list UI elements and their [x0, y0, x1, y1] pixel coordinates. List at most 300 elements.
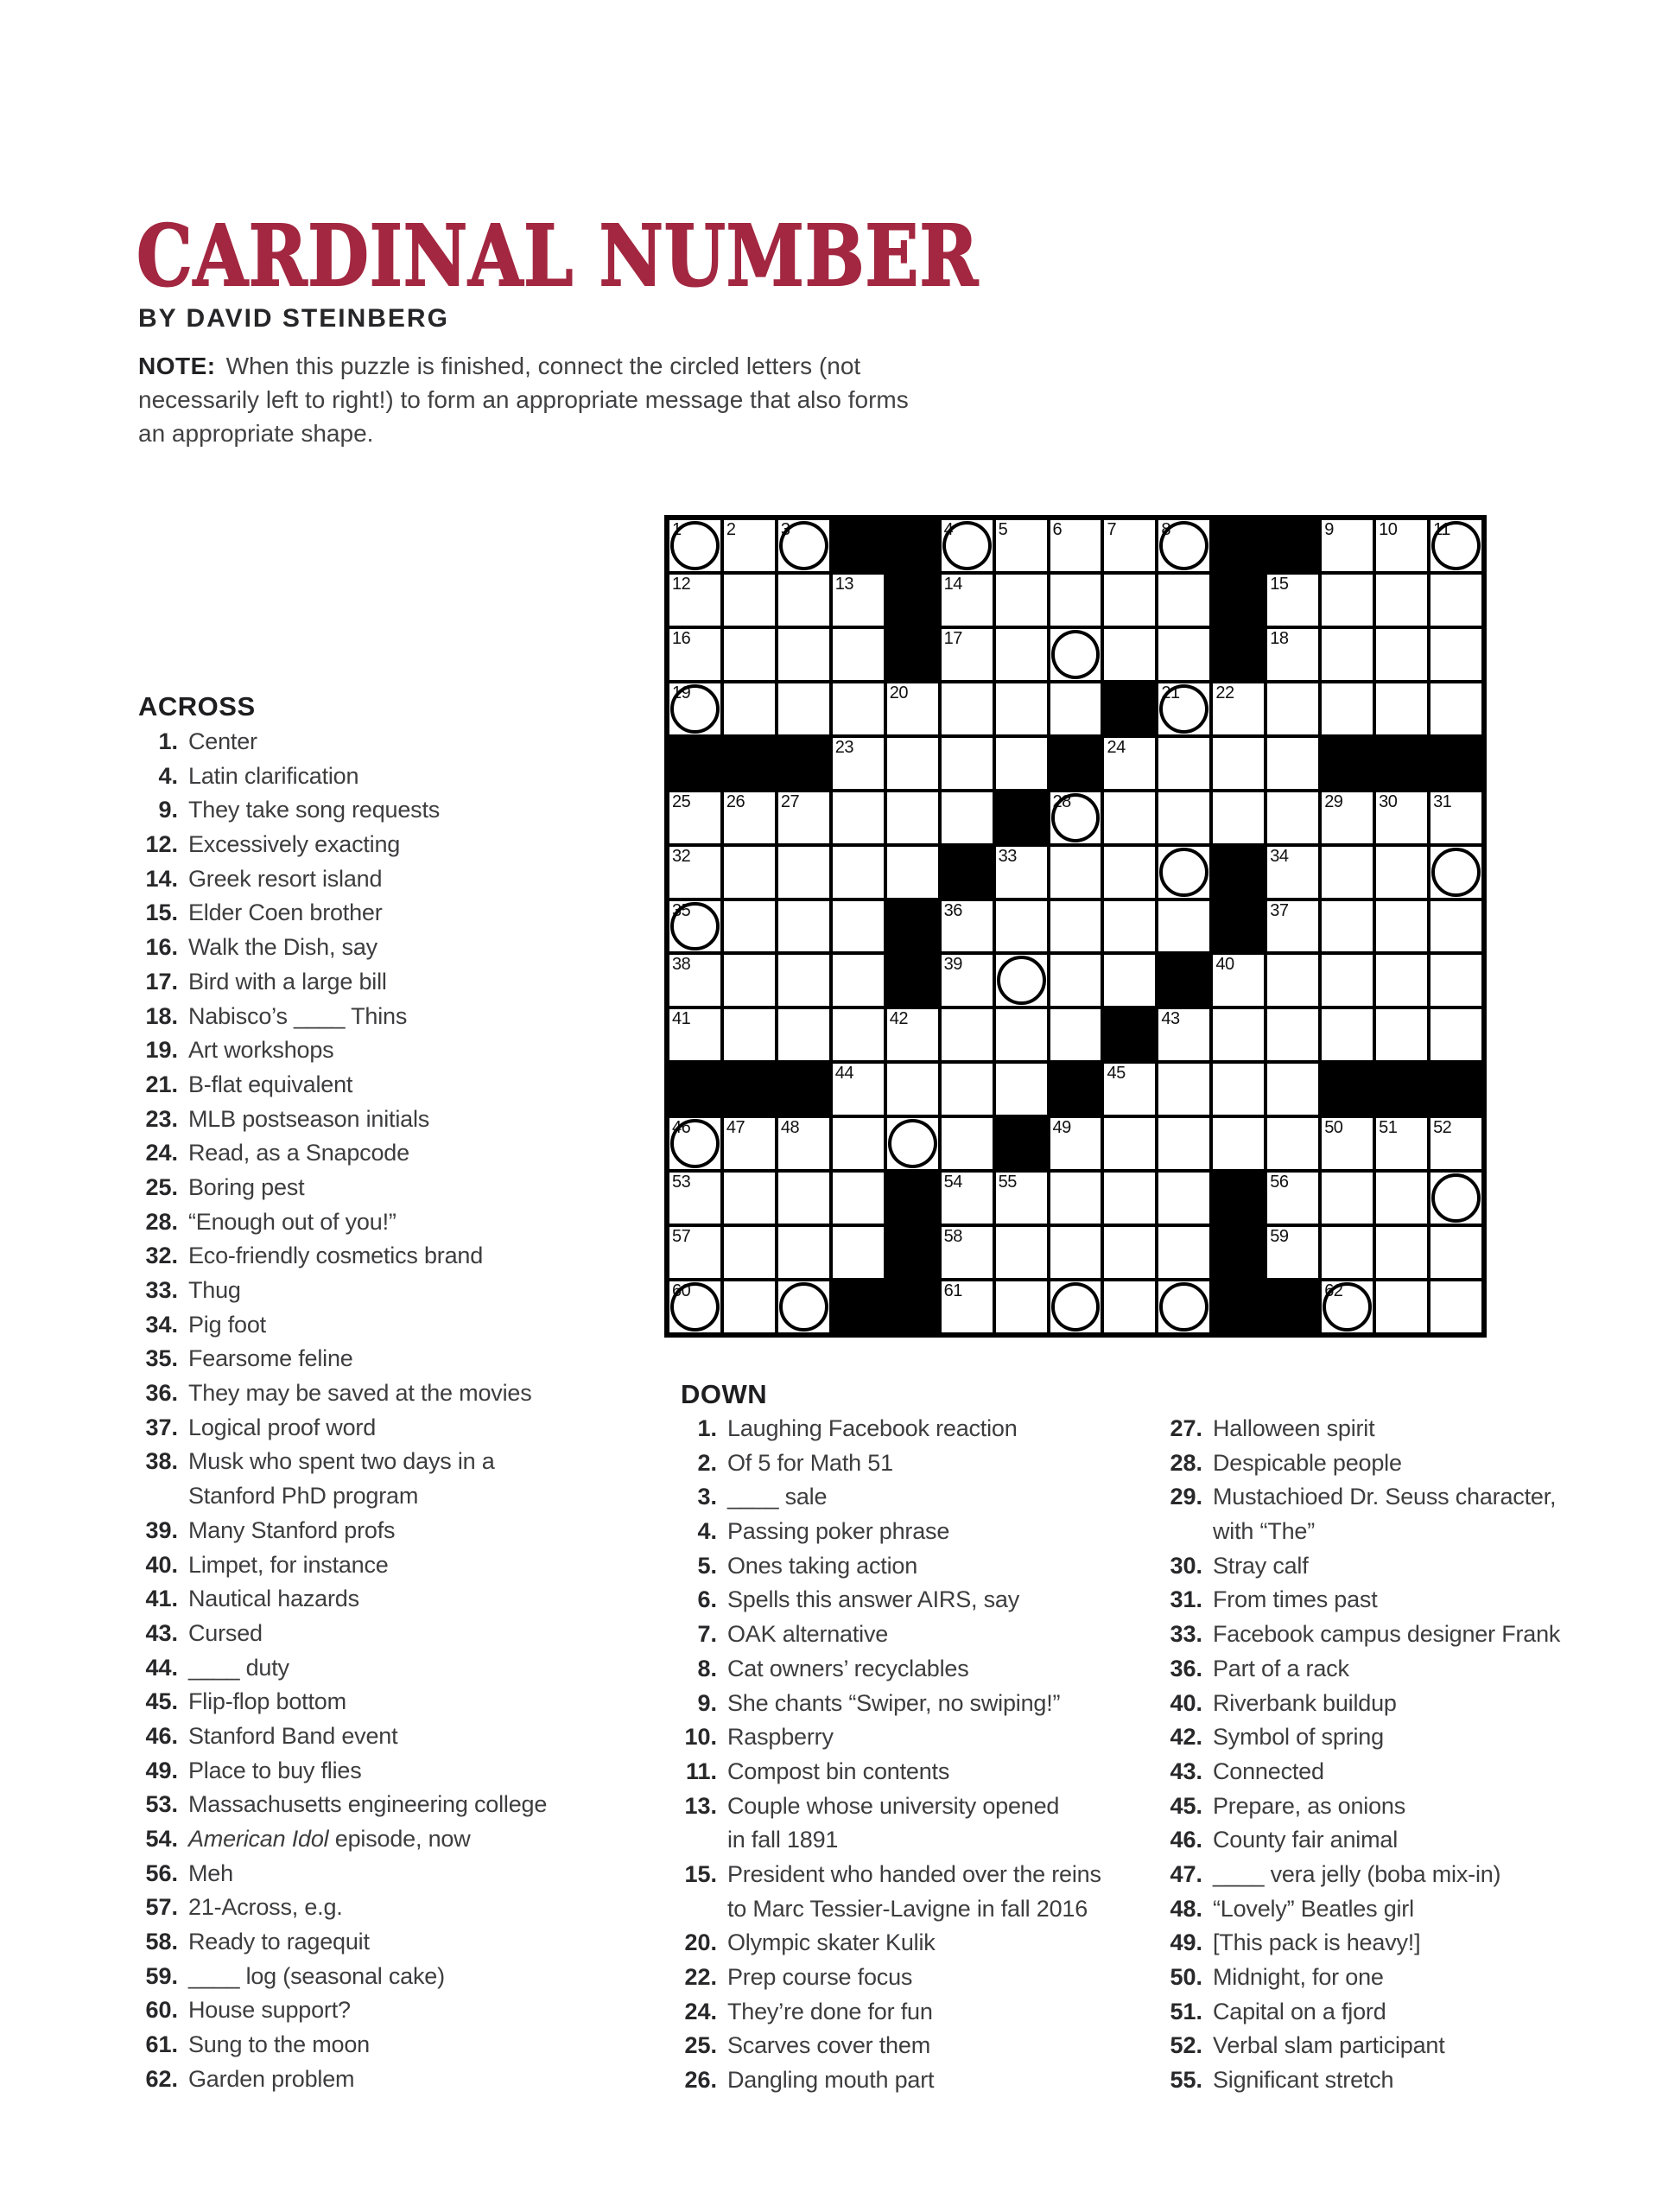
grid-cell[interactable] [1266, 1116, 1320, 1171]
clue-number: 23. [145, 1105, 178, 1132]
grid-cell-black [1211, 899, 1266, 954]
clue-down-13 [679, 1793, 1101, 1827]
grid-cell[interactable] [1157, 845, 1211, 899]
clue-number: 35. [145, 1345, 178, 1372]
clue-number: 20. [684, 1929, 717, 1956]
clue-text: Stray calf [1213, 1552, 1309, 1579]
grid-cell[interactable] [722, 953, 777, 1007]
grid-cell[interactable] [668, 518, 722, 573]
clue-text: Elder Coen brother [188, 899, 383, 926]
cell-number: 28 [1052, 791, 1071, 811]
clue-text: From times past [1213, 1586, 1378, 1613]
grid-cell[interactable] [1102, 1062, 1157, 1116]
grid-cell-black [1211, 845, 1266, 899]
cell-number: 8 [1161, 520, 1171, 539]
clue-number: 53. [145, 1791, 178, 1818]
grid-cell[interactable] [940, 899, 994, 954]
clue-down-52 [1164, 2032, 1560, 2067]
grid-cell[interactable] [1211, 791, 1266, 845]
grid-cell[interactable] [940, 1062, 994, 1116]
circle-marker [1051, 1282, 1101, 1332]
clue-number: 40. [145, 1551, 178, 1578]
cell-number: 25 [672, 791, 691, 811]
clue-number: 17. [145, 968, 178, 995]
clue-number: 11. [685, 1758, 717, 1784]
clue-text: Nautical hazards [188, 1586, 359, 1612]
grid-cell[interactable] [1102, 1280, 1157, 1334]
grid-cell[interactable] [831, 682, 885, 736]
grid-cell[interactable] [722, 791, 777, 845]
grid-cell[interactable] [722, 845, 777, 899]
grid-cell[interactable] [668, 1225, 722, 1280]
grid-cell[interactable] [1049, 518, 1103, 573]
grid-cell-black [994, 1116, 1049, 1171]
clue-across-49 [136, 1758, 547, 1792]
grid-cell[interactable] [1374, 518, 1429, 573]
grid-cell[interactable] [994, 573, 1049, 627]
cell-number: 40 [1215, 955, 1234, 975]
clue-down-11 [679, 1758, 1101, 1793]
clue-text: President who handed over the reins [727, 1860, 1101, 1887]
grid-cell[interactable] [668, 845, 722, 899]
cell-number: 47 [726, 1118, 745, 1138]
cell-number: 49 [1052, 1118, 1071, 1138]
grid-cell[interactable] [1320, 1280, 1374, 1334]
grid-cell[interactable] [994, 1280, 1049, 1334]
grid-cell[interactable] [1049, 1007, 1103, 1062]
grid-cell[interactable] [1266, 953, 1320, 1007]
grid-cell[interactable] [1157, 627, 1211, 682]
grid-cell[interactable] [1320, 845, 1374, 899]
grid-cell[interactable] [722, 899, 777, 954]
grid-cell[interactable] [1320, 953, 1374, 1007]
grid-cell[interactable] [1102, 899, 1157, 954]
grid-cell[interactable] [777, 845, 831, 899]
grid-cell[interactable] [1266, 1171, 1320, 1225]
grid-cell[interactable] [1429, 899, 1483, 954]
cell-number: 38 [672, 955, 691, 975]
grid-cell[interactable] [777, 1280, 831, 1334]
grid-cell[interactable] [722, 573, 777, 627]
grid-cell[interactable] [1157, 1280, 1211, 1334]
grid-cell[interactable] [994, 1171, 1049, 1225]
grid-cell[interactable] [885, 1007, 940, 1062]
clue-number: 24. [684, 1998, 717, 2024]
grid-cell[interactable] [1266, 1225, 1320, 1280]
grid-cell[interactable] [940, 1007, 994, 1062]
clue-text: Thug [188, 1277, 241, 1303]
clue-across-54 [136, 1826, 547, 1860]
grid-cell[interactable] [1429, 573, 1483, 627]
grid-cell[interactable] [831, 1171, 885, 1225]
grid-cell[interactable] [1049, 1225, 1103, 1280]
grid-cell[interactable] [1374, 953, 1429, 1007]
clue-text: Mustachioed Dr. Seuss character, [1213, 1484, 1557, 1510]
grid-cell[interactable] [722, 682, 777, 736]
grid-cell[interactable] [1049, 573, 1103, 627]
grid-cell[interactable] [1374, 899, 1429, 954]
grid-cell[interactable] [831, 1007, 885, 1062]
grid-cell[interactable] [1266, 736, 1320, 791]
grid-cell[interactable] [1102, 736, 1157, 791]
grid-cell[interactable] [1157, 1225, 1211, 1280]
clue-across-53 [136, 1791, 547, 1826]
grid-cell[interactable] [1429, 1171, 1483, 1225]
clue-text: Meh [188, 1859, 233, 1886]
clue-number: 49. [145, 1757, 178, 1783]
grid-cell[interactable] [1429, 1280, 1483, 1334]
clue-number: 9. [697, 1689, 717, 1716]
grid-cell[interactable] [668, 1007, 722, 1062]
grid-cell[interactable] [777, 953, 831, 1007]
grid-cell[interactable] [1049, 953, 1103, 1007]
grid-cell[interactable] [1049, 899, 1103, 954]
grid-cell[interactable] [940, 791, 994, 845]
grid-cell[interactable] [940, 627, 994, 682]
clue-across-45 [136, 1688, 547, 1723]
clue-text: Flip-flop bottom [188, 1688, 346, 1715]
clue-across-36 [136, 1380, 547, 1414]
grid-cell[interactable] [1374, 1007, 1429, 1062]
grid-cell[interactable] [940, 1116, 994, 1171]
grid-cell[interactable] [1266, 1062, 1320, 1116]
grid-cell[interactable] [1429, 518, 1483, 573]
grid-cell[interactable] [831, 791, 885, 845]
grid-cell[interactable] [777, 518, 831, 573]
grid-cell[interactable] [1429, 1007, 1483, 1062]
grid-cell[interactable] [1102, 845, 1157, 899]
grid-cell[interactable] [885, 736, 940, 791]
grid-cell[interactable] [1320, 573, 1374, 627]
circle-marker [1159, 1282, 1208, 1332]
cell-number: 51 [1379, 1118, 1398, 1138]
grid-cell[interactable] [1102, 1171, 1157, 1225]
grid-cell[interactable] [885, 1116, 940, 1171]
clue-across-39 [136, 1517, 547, 1552]
cell-number: 35 [672, 900, 691, 920]
grid-cell[interactable] [831, 953, 885, 1007]
grid-cell[interactable] [1266, 682, 1320, 736]
grid-cell[interactable] [994, 736, 1049, 791]
grid-cell[interactable] [1266, 1007, 1320, 1062]
cell-number: 26 [726, 791, 745, 811]
clue-down-31 [1164, 1586, 1560, 1621]
clue-text: Read, as a Snapcode [188, 1140, 409, 1166]
grid-cell[interactable] [1102, 1225, 1157, 1280]
grid-cell[interactable] [777, 1171, 831, 1225]
cell-number: 48 [780, 1118, 800, 1138]
grid-cell[interactable] [1374, 682, 1429, 736]
grid-cell[interactable] [1429, 682, 1483, 736]
clue-text: County fair animal [1213, 1827, 1398, 1853]
grid-cell[interactable] [1049, 845, 1103, 899]
grid-cell[interactable] [1157, 736, 1211, 791]
grid-cell[interactable] [831, 1225, 885, 1280]
grid-cell[interactable] [668, 682, 722, 736]
clue-down-29-cont [1164, 1518, 1560, 1553]
grid-cell[interactable] [940, 953, 994, 1007]
grid-cell[interactable] [1211, 736, 1266, 791]
cell-number: 12 [672, 574, 691, 594]
grid-cell[interactable] [1320, 627, 1374, 682]
grid-cell[interactable] [777, 899, 831, 954]
grid-cell[interactable] [1102, 1116, 1157, 1171]
clue-down-8 [679, 1656, 1101, 1690]
grid-cell[interactable] [1320, 899, 1374, 954]
grid-cell[interactable] [1320, 791, 1374, 845]
grid-cell-black [1266, 1280, 1320, 1334]
clue-text: Verbal slam participant [1213, 2032, 1445, 2059]
grid-cell[interactable] [1266, 791, 1320, 845]
grid-cell[interactable] [831, 1116, 885, 1171]
grid-cell[interactable] [1266, 845, 1320, 899]
grid-cell-black [885, 573, 940, 627]
grid-cell[interactable] [940, 1225, 994, 1280]
clue-number: 26. [684, 2067, 717, 2094]
grid-cell[interactable] [1102, 953, 1157, 1007]
clue-number: 43. [1170, 1758, 1202, 1784]
grid-cell[interactable] [1320, 682, 1374, 736]
clue-text: ____ log (seasonal cake) [188, 1962, 445, 1989]
clue-number: 55. [1170, 2067, 1202, 2094]
grid-cell-black [1429, 736, 1483, 791]
clue-text: [This pack is heavy!] [1213, 1929, 1421, 1956]
clue-down-40 [1164, 1690, 1560, 1725]
clue-across-33 [136, 1277, 547, 1312]
cell-number: 62 [1324, 1281, 1343, 1301]
clue-down-46 [1164, 1827, 1560, 1861]
cell-number: 13 [834, 574, 854, 594]
clue-down-15 [679, 1861, 1101, 1896]
grid-cell[interactable] [722, 518, 777, 573]
grid-cell[interactable] [885, 845, 940, 899]
clue-number: 33. [145, 1277, 178, 1303]
grid-cell[interactable] [1374, 791, 1429, 845]
clue-text: Dangling mouth part [727, 2067, 935, 2094]
grid-cell[interactable] [722, 627, 777, 682]
grid-cell[interactable] [831, 1062, 885, 1116]
clue-text: Riverbank buildup [1213, 1689, 1397, 1716]
grid-cell[interactable] [668, 627, 722, 682]
grid-cell[interactable] [722, 1007, 777, 1062]
grid-cell[interactable] [668, 1171, 722, 1225]
grid-cell[interactable] [940, 736, 994, 791]
grid-cell[interactable] [885, 682, 940, 736]
grid-cell[interactable] [1266, 573, 1320, 627]
grid-cell[interactable] [1211, 1062, 1266, 1116]
clue-text: Excessively exacting [188, 831, 401, 858]
grid-cell[interactable] [1102, 518, 1157, 573]
grid-cell-black [1211, 1280, 1266, 1334]
grid-cell[interactable] [1049, 1171, 1103, 1225]
grid-cell[interactable] [831, 845, 885, 899]
grid-cell[interactable] [668, 1116, 722, 1171]
grid-cell[interactable] [1320, 1007, 1374, 1062]
clue-down-43 [1164, 1758, 1560, 1793]
grid-cell[interactable] [777, 682, 831, 736]
clue-down-33 [1164, 1621, 1560, 1656]
grid-cell[interactable] [1049, 682, 1103, 736]
grid-cell[interactable] [777, 1116, 831, 1171]
clue-number: 40. [1170, 1689, 1202, 1716]
cell-number: 52 [1433, 1118, 1452, 1138]
grid-cell[interactable] [885, 791, 940, 845]
grid-cell[interactable] [1102, 791, 1157, 845]
grid-cell[interactable] [1157, 1062, 1211, 1116]
grid-cell[interactable] [1102, 573, 1157, 627]
grid-cell[interactable] [1266, 627, 1320, 682]
clue-down-47 [1164, 1861, 1560, 1896]
circle-marker [670, 902, 720, 951]
grid-cell[interactable] [777, 573, 831, 627]
grid-cell[interactable] [831, 573, 885, 627]
clue-text: “Enough out of you!” [188, 1208, 396, 1235]
clue-number: 15. [684, 1860, 717, 1887]
grid-cell[interactable] [994, 845, 1049, 899]
grid-cell[interactable] [1266, 899, 1320, 954]
grid-cell[interactable] [1429, 1225, 1483, 1280]
grid-cell-black [885, 1225, 940, 1280]
grid-cell[interactable] [994, 899, 1049, 954]
grid-cell[interactable] [1049, 791, 1103, 845]
grid-cell[interactable] [994, 1062, 1049, 1116]
grid-cell[interactable] [1320, 518, 1374, 573]
clue-text: Sung to the moon [188, 2031, 370, 2058]
grid-cell[interactable] [1157, 791, 1211, 845]
grid-cell[interactable] [1429, 627, 1483, 682]
grid-cell[interactable] [1157, 573, 1211, 627]
grid-cell[interactable] [1049, 1116, 1103, 1171]
grid-cell[interactable] [994, 627, 1049, 682]
grid-cell[interactable] [1049, 1280, 1103, 1334]
clue-text: Nabisco’s ____ Thins [188, 1002, 408, 1029]
grid-cell[interactable] [1429, 1116, 1483, 1171]
grid-cell[interactable] [885, 1062, 940, 1116]
clue-text: Pig foot [188, 1311, 266, 1338]
grid-cell[interactable] [1320, 1171, 1374, 1225]
grid-cell[interactable] [668, 1280, 722, 1334]
grid-cell[interactable] [1211, 682, 1266, 736]
clue-number: 46. [1170, 1827, 1202, 1853]
clue-down-10 [679, 1724, 1101, 1758]
grid-cell-black [668, 736, 722, 791]
cell-number: 1 [672, 520, 682, 539]
grid-cell[interactable] [940, 682, 994, 736]
clue-across-14 [136, 866, 547, 900]
clue-text: Garden problem [188, 2065, 355, 2092]
grid-cell[interactable] [1429, 791, 1483, 845]
grid-cell[interactable] [994, 953, 1049, 1007]
clue-text: Musk who spent two days in a [188, 1448, 495, 1475]
grid-cell[interactable] [831, 899, 885, 954]
clue-text: Raspberry [727, 1724, 834, 1751]
clue-text: Compost bin contents [727, 1758, 950, 1784]
clue-number: 56. [145, 1859, 178, 1886]
grid-cell[interactable] [1374, 1116, 1429, 1171]
grid-cell-black [1102, 1007, 1157, 1062]
circle-marker [1159, 684, 1208, 734]
grid-cell[interactable] [1374, 627, 1429, 682]
grid-cell[interactable] [831, 627, 885, 682]
grid-cell[interactable] [940, 518, 994, 573]
cell-number: 55 [998, 1173, 1017, 1192]
grid-cell[interactable] [1374, 1225, 1429, 1280]
clue-text: Place to buy flies [188, 1757, 362, 1783]
grid-cell[interactable] [722, 1171, 777, 1225]
cell-number: 7 [1107, 520, 1117, 539]
grid-cell[interactable] [1374, 845, 1429, 899]
grid-cell[interactable] [668, 791, 722, 845]
grid-cell[interactable] [1157, 1171, 1211, 1225]
grid-cell[interactable] [1157, 899, 1211, 954]
grid-cell[interactable] [940, 1171, 994, 1225]
grid-cell[interactable] [994, 682, 1049, 736]
grid-cell[interactable] [994, 518, 1049, 573]
grid-cell[interactable] [994, 1007, 1049, 1062]
grid-cell[interactable] [668, 573, 722, 627]
grid-cell[interactable] [1320, 1116, 1374, 1171]
grid-cell[interactable] [1049, 627, 1103, 682]
circle-marker [779, 1282, 828, 1332]
cell-number: 20 [889, 683, 908, 702]
circle-marker [670, 684, 720, 734]
grid-cell[interactable] [1320, 1225, 1374, 1280]
grid-cell[interactable] [940, 1280, 994, 1334]
grid-cell[interactable] [668, 953, 722, 1007]
grid-cell-black [1320, 1062, 1374, 1116]
grid-cell[interactable] [1211, 1007, 1266, 1062]
clue-number: 12. [145, 831, 178, 858]
grid-cell[interactable] [1157, 518, 1211, 573]
clue-across-40 [136, 1552, 547, 1586]
grid-cell[interactable] [1102, 627, 1157, 682]
grid-cell[interactable] [722, 1280, 777, 1334]
grid-cell[interactable] [777, 791, 831, 845]
grid-cell[interactable] [1374, 1280, 1429, 1334]
grid-cell[interactable] [1211, 1116, 1266, 1171]
grid-cell[interactable] [1157, 1007, 1211, 1062]
clue-across-41 [136, 1586, 547, 1620]
clue-across-24 [136, 1140, 547, 1174]
grid-cell[interactable] [994, 1225, 1049, 1280]
clue-number: 7. [697, 1621, 717, 1648]
clue-across-46 [136, 1723, 547, 1758]
grid-cell[interactable] [1374, 1171, 1429, 1225]
clue-text: They take song requests [188, 797, 441, 823]
grid-cell[interactable] [1429, 953, 1483, 1007]
clue-text: Ready to ragequit [188, 1929, 370, 1955]
cell-number: 3 [780, 520, 790, 539]
grid-cell[interactable] [940, 573, 994, 627]
grid-cell[interactable] [1429, 845, 1483, 899]
grid-cell[interactable] [722, 1116, 777, 1171]
grid-cell[interactable] [722, 1225, 777, 1280]
grid-cell[interactable] [777, 627, 831, 682]
circle-marker [942, 521, 992, 570]
grid-cell[interactable] [831, 736, 885, 791]
grid-cell[interactable] [777, 1007, 831, 1062]
clue-text: Passing poker phrase [727, 1518, 950, 1545]
grid-cell[interactable] [1157, 1116, 1211, 1171]
grid-cell[interactable] [668, 899, 722, 954]
grid-cell[interactable] [1374, 573, 1429, 627]
grid-cell[interactable] [1211, 953, 1266, 1007]
clue-number: 46. [145, 1722, 178, 1749]
circle-marker [1159, 521, 1208, 570]
clue-text: Scarves cover them [727, 2032, 930, 2059]
grid-cell[interactable] [777, 1225, 831, 1280]
grid-cell[interactable] [1157, 682, 1211, 736]
